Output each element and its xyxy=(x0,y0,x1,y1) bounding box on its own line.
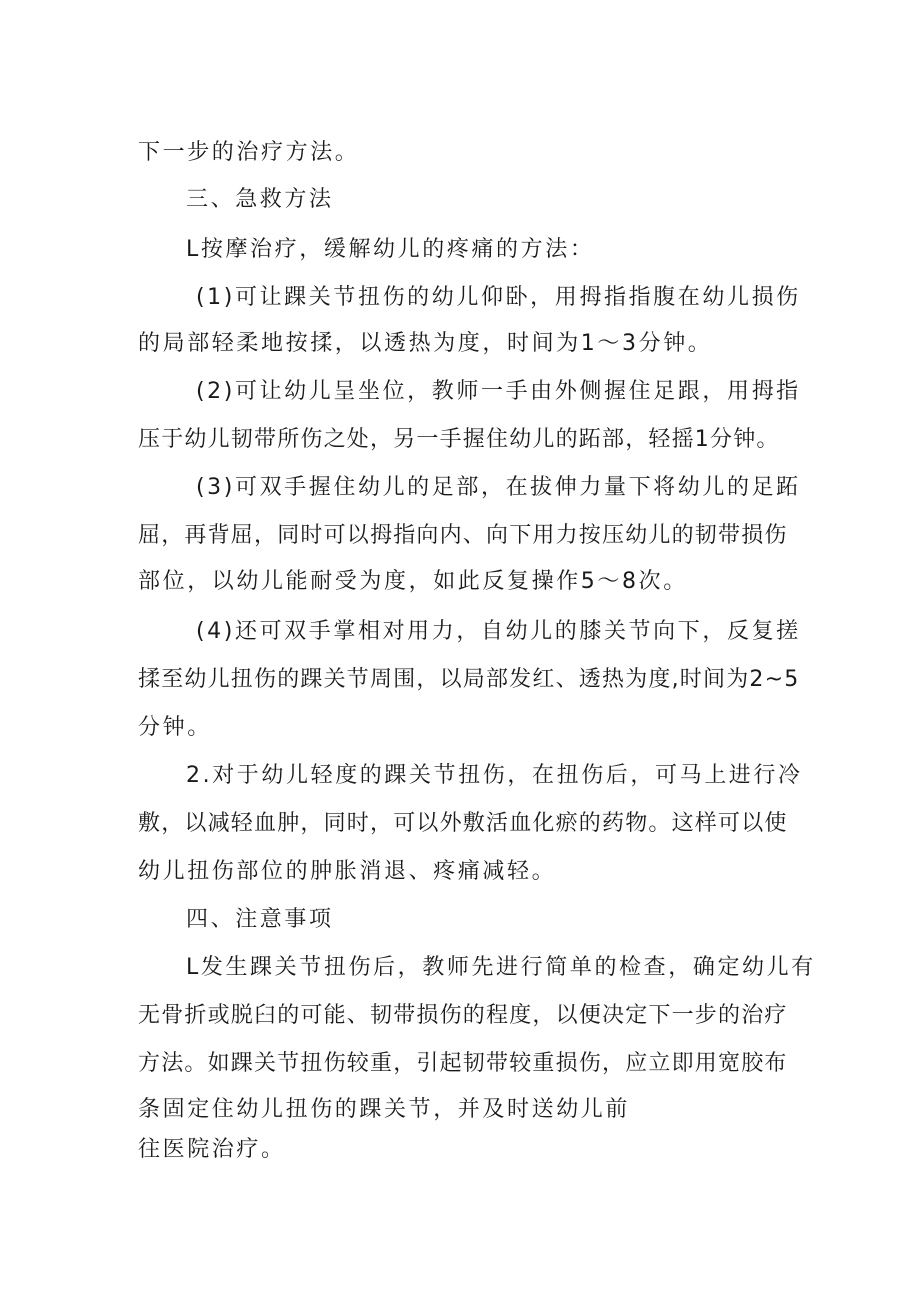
text-line-16: 幼儿扭伤部位的肿胀消退、疼痛减轻。 xyxy=(138,859,557,884)
text-line-3: L按摩治疗，缓解幼儿的疼痛的方法： xyxy=(186,237,595,262)
text-line-21: 条固定住幼儿扭伤的踝关节，并及时送幼儿前 xyxy=(138,1097,631,1122)
text-line-7: 压于幼儿韧带所伤之处，另一手握住幼儿的跖部，轻摇1分钟。 xyxy=(138,427,780,452)
text-line-6: (2)可让幼儿呈坐位，教师一手由外侧握住足跟，用拇指 xyxy=(196,379,801,404)
text-line-10: 部位，以幼儿能耐受为度，如此反复操作5〜8次。 xyxy=(138,569,688,594)
text-line-15: 敷，以减轻血肿，同时，可以外敷活血化瘀的药物。这样可以使 xyxy=(138,811,788,836)
text-line-11: (4)还可双手掌相对用力，自幼儿的膝关节向下，反复搓 xyxy=(196,619,801,644)
text-line-20: 方法。如踝关节扭伤较重，引起韧带较重损伤，应立即用宽胶布 xyxy=(138,1051,788,1076)
text-line-9: 屈，再背屈，同时可以拇指向内、向下用力按压幼儿的韧带损伤 xyxy=(138,523,788,548)
text-line-22: 往医院治疗。 xyxy=(138,1137,286,1162)
text-line-5: 的局部轻柔地按揉，以透热为度，时间为1〜3分钟。 xyxy=(138,331,713,356)
text-line-18: L发生踝关节扭伤后，教师先进行简单的检查，确定幼儿有 xyxy=(186,955,816,980)
section-heading-notes: 四、注意事项 xyxy=(186,907,334,932)
text-line-14: 2.对于幼儿轻度的踝关节扭伤，在扭伤后，可马上进行冷 xyxy=(186,763,803,788)
text-line-13: 分钟。 xyxy=(138,715,212,740)
section-heading-first-aid: 三、急救方法 xyxy=(186,187,334,212)
text-line-8: (3)可双手握住幼儿的足部，在拔伸力量下将幼儿的足跖 xyxy=(196,475,801,500)
text-line-19: 无骨折或脱臼的可能、韧带损伤的程度，以便决定下一步的治疗 xyxy=(138,1003,788,1028)
text-line-4: (1)可让踝关节扭伤的幼儿仰卧，用拇指指腹在幼儿损伤 xyxy=(196,285,801,310)
text-line-12: 揉至幼儿扭伤的踝关节周围，以局部发红、透热为度,时间为2~5 xyxy=(138,667,800,692)
text-line-1: 下一步的治疗方法。 xyxy=(138,140,360,165)
